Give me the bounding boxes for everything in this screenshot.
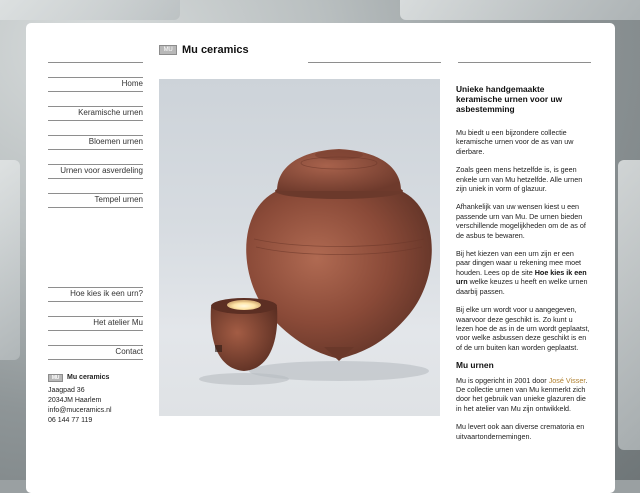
contact-city: 2034JM Haarlem [48, 397, 102, 404]
contact-block [48, 373, 148, 426]
nav-item-hoe-kies-ik[interactable]: Hoe kies ik een urn? [48, 287, 143, 302]
nav-item-home[interactable]: Home [48, 77, 143, 92]
nav-item-tempel-urnen[interactable]: Tempel urnen [48, 193, 143, 208]
content-column [456, 84, 590, 450]
ceramic-urn-image [159, 79, 440, 416]
contact-email[interactable]: info@muceramics.nl [48, 407, 112, 414]
header-rule-left [48, 62, 143, 63]
contact-brand [48, 373, 148, 383]
about-paragraph: Mu is opgericht in 2001 door José Visser. De collectie urnen van Mu kenmerkt zich door het gebruik van unieke glazuren die in het atelier van Mu zijn ontwikkeld. [456, 375, 588, 413]
suitability-paragraph: Bij elke urn wordt voor u aangegeven, waarvoor deze geschikt is. Zo kunt u lezen hoe de as in de urn wordt geplaatst, voor welke asbussen deze geschikt is en of de urn buiten kan worden geplaatst. [456, 305, 590, 352]
header-rule-right [458, 62, 591, 63]
nav-item-atelier[interactable]: Het atelier Mu [48, 316, 143, 331]
choosing-paragraph: Bij het kiezen van een urn zijn er een paar dingen waar u rekening mee moet houden. Lees op de site Hoe kies ik een urn welke keuzes u heeft en welke urnen daarbij passen. [456, 249, 588, 296]
brand-logo[interactable]: MU [159, 45, 177, 55]
contact-street: Jaagpad 36 [48, 387, 85, 394]
nav-item-contact[interactable]: Contact [48, 345, 143, 360]
main-heading: Unieke handgemaakte keramische urnen voor uw asbestemming [456, 84, 563, 114]
header-rule-middle [308, 62, 441, 63]
site-header [159, 44, 249, 56]
intro-paragraph: Mu biedt u een bijzondere collectie keramische urnen voor de as van uw dierbare. [456, 128, 574, 156]
page-container [26, 23, 615, 493]
background-tile [0, 160, 20, 360]
nav-item-bloemen-urnen[interactable]: Bloemen urnen [48, 135, 143, 150]
background-tile [618, 160, 640, 450]
nav-item-keramische-urnen[interactable]: Keramische urnen [48, 106, 143, 121]
options-paragraph: Afhankelijk van uw wensen kiest u een passende urn van Mu. De urnen bieden verschillende mogelijkheden om de as of de asbus te bewaren. [456, 202, 586, 240]
crematoria-paragraph: Mu levert ook aan diverse crematoria en uitvaartondernemingen. [456, 422, 585, 441]
background-tile [400, 0, 640, 20]
founder-link[interactable]: José Visser [548, 375, 586, 385]
contact-phone: 06 144 77 119 [48, 417, 93, 424]
site-title[interactable]: Mu ceramics [182, 44, 249, 56]
hoe-kies-link[interactable]: Hoe kies ik een urn [456, 267, 587, 287]
background-tile [0, 0, 180, 20]
contact-logo: MU [48, 374, 63, 382]
mu-urnen-heading: Mu urnen [456, 360, 494, 371]
unique-paragraph: Zoals geen mens hetzelfde is, is geen enkele urn van Mu hetzelfde. Alle urnen zijn uniek in vorm of glazuur. [456, 165, 583, 194]
nav-item-urnen-asverdeling[interactable]: Urnen voor asverdeling [48, 164, 143, 179]
urn-photo [159, 79, 440, 416]
contact-name: Mu ceramics [67, 374, 110, 381]
